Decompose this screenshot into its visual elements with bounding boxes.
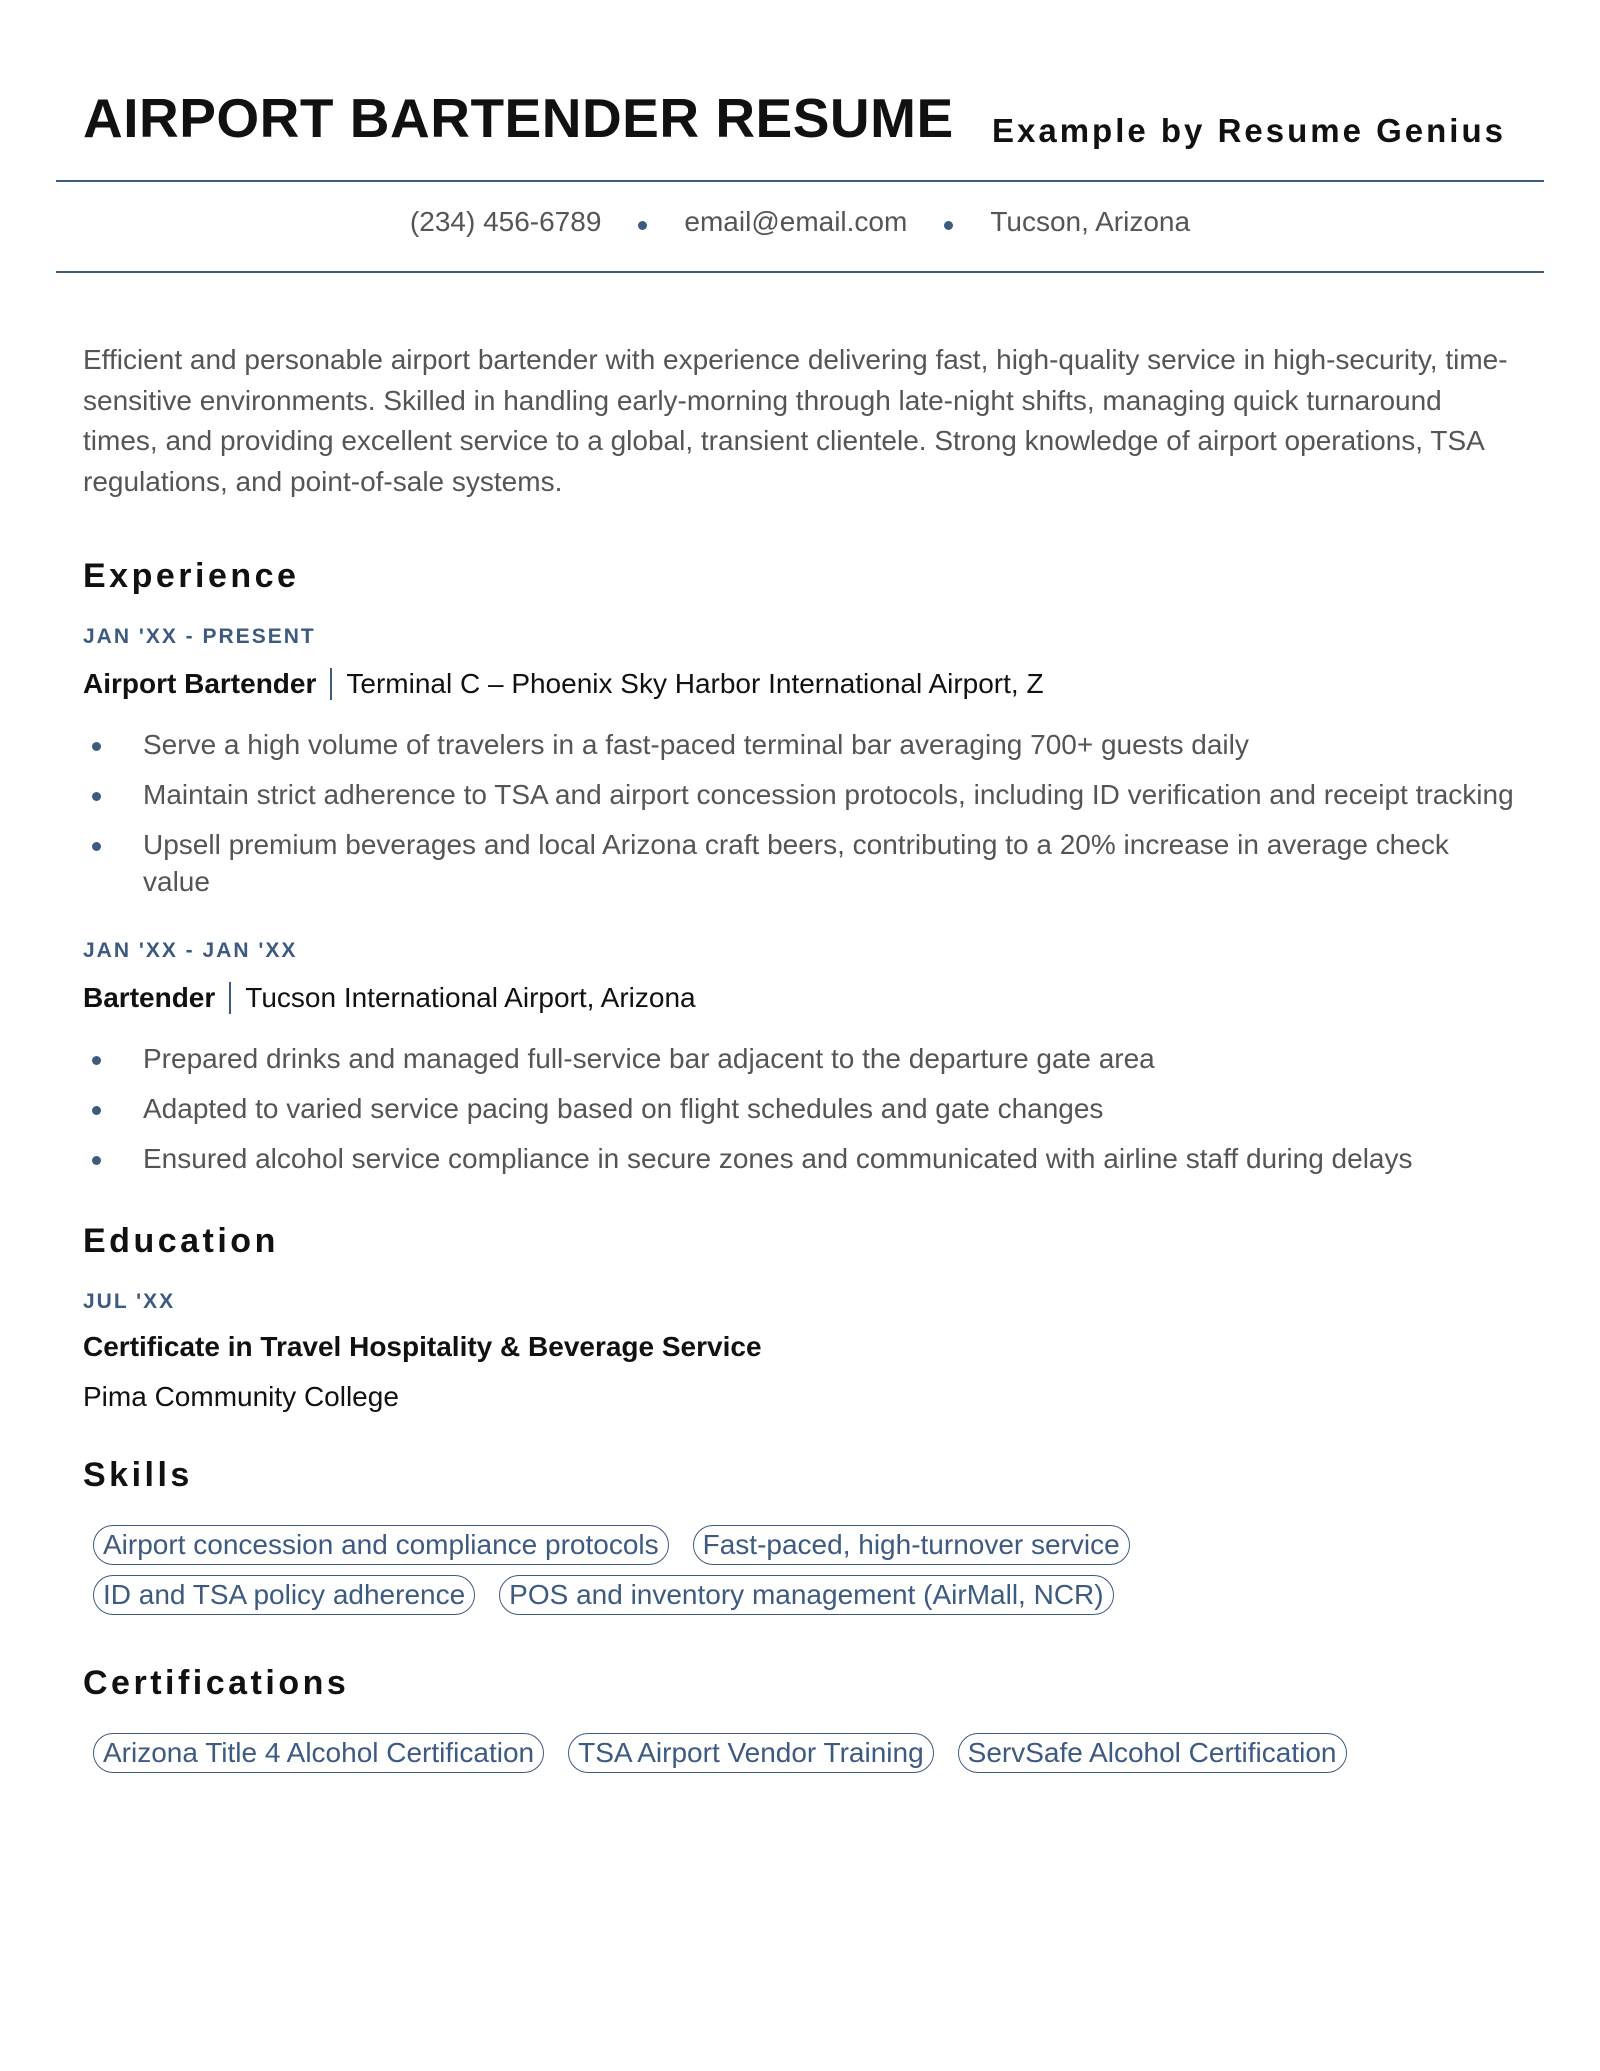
job-role: Bartender bbox=[83, 982, 216, 1013]
job-bullets bbox=[83, 726, 1523, 900]
list-item bbox=[83, 776, 1523, 813]
bullet-icon bbox=[92, 742, 101, 751]
separator-dot bbox=[638, 221, 647, 230]
skills-tags bbox=[83, 1525, 1523, 1615]
resume-body bbox=[83, 340, 1523, 1783]
bullet-text: Maintain strict adherence to TSA and airport concession protocols, including ID verification and receipt tracking bbox=[143, 779, 1514, 810]
resume-byline: Example by Resume Genius bbox=[991, 112, 1506, 149]
certification-tags bbox=[83, 1733, 1523, 1773]
job-entry bbox=[83, 624, 1523, 900]
education-heading: Education bbox=[83, 1222, 279, 1260]
skills-heading: Skills bbox=[83, 1456, 193, 1494]
role-separator bbox=[330, 668, 332, 700]
skill-tag: Airport concession and compliance protocols bbox=[93, 1525, 669, 1565]
bullet-text: Ensured alcohol service compliance in secure zones and communicated with airline staff during delays bbox=[143, 1143, 1413, 1174]
professional-summary: Efficient and personable airport bartender with experience delivering fast, high-quality service in high-security, time-sensitive environments. Skilled in handling early-morning through late-night shifts, managing quick turnaround times, and providing excellent service to a global, transient clientele. Strong knowledge of airport operations, TSA regulations, and point-of-sale systems. bbox=[83, 344, 1508, 497]
certification-tag: ServSafe Alcohol Certification bbox=[958, 1733, 1347, 1773]
job-date: JAN 'XX - PRESENT bbox=[83, 625, 316, 648]
role-separator bbox=[229, 982, 231, 1014]
job-entry bbox=[83, 938, 1523, 1177]
contact-email: email@email.com bbox=[684, 206, 908, 237]
education-degree: Certificate in Travel Hospitality & Beverage Service bbox=[83, 1331, 762, 1362]
list-item bbox=[83, 1140, 1523, 1177]
tag-row bbox=[83, 1733, 1523, 1773]
job-role: Airport Bartender bbox=[83, 668, 317, 699]
contact-line bbox=[0, 206, 1600, 238]
skill-tag: ID and TSA policy adherence bbox=[93, 1575, 475, 1615]
tag-row bbox=[83, 1525, 1523, 1565]
skill-tag: Fast-paced, high-turnover service bbox=[693, 1525, 1130, 1565]
skill-tag: POS and inventory management (AirMall, NCR) bbox=[499, 1575, 1113, 1615]
bullet-icon bbox=[92, 1056, 101, 1065]
bullet-icon bbox=[92, 792, 101, 801]
bullet-text: Upsell premium beverages and local Arizona craft beers, contributing to a 20% increase in average check value bbox=[143, 829, 1449, 897]
experience-heading: Experience bbox=[83, 557, 300, 595]
job-date: JAN 'XX - JAN 'XX bbox=[83, 939, 298, 962]
bullet-text: Serve a high volume of travelers in a fast-paced terminal bar averaging 700+ guests daily bbox=[143, 729, 1249, 760]
education-date: JUL 'XX bbox=[83, 1290, 176, 1313]
job-bullets bbox=[83, 1040, 1523, 1177]
resume-title: AIRPORT BARTENDER RESUME bbox=[83, 87, 954, 149]
list-item bbox=[83, 826, 1523, 900]
bullet-icon bbox=[92, 1156, 101, 1165]
bullet-icon bbox=[92, 842, 101, 851]
job-place: Tucson International Airport, Arizona bbox=[245, 982, 696, 1013]
list-item bbox=[83, 726, 1523, 763]
header-divider-top bbox=[56, 180, 1544, 182]
separator-dot bbox=[944, 221, 953, 230]
job-place: Terminal C – Phoenix Sky Harbor International Airport, Z bbox=[346, 668, 1044, 699]
job-title-line bbox=[83, 666, 1523, 702]
certifications-heading: Certifications bbox=[83, 1664, 350, 1702]
resume-header bbox=[0, 0, 1600, 180]
list-item bbox=[83, 1040, 1523, 1077]
bullet-text: Adapted to varied service pacing based on flight schedules and gate changes bbox=[143, 1093, 1104, 1124]
education-school: Pima Community College bbox=[83, 1381, 399, 1412]
job-title-line bbox=[83, 980, 1523, 1016]
bullet-text: Prepared drinks and managed full-service bar adjacent to the departure gate area bbox=[143, 1043, 1155, 1074]
contact-phone: (234) 456-6789 bbox=[409, 206, 602, 237]
bullet-icon bbox=[92, 1106, 101, 1115]
contact-location: Tucson, Arizona bbox=[990, 206, 1191, 237]
tag-row bbox=[83, 1575, 1523, 1615]
list-item bbox=[83, 1090, 1523, 1127]
header-divider-bottom bbox=[56, 271, 1544, 273]
certification-tag: Arizona Title 4 Alcohol Certification bbox=[93, 1733, 544, 1773]
certification-tag: TSA Airport Vendor Training bbox=[568, 1733, 934, 1773]
